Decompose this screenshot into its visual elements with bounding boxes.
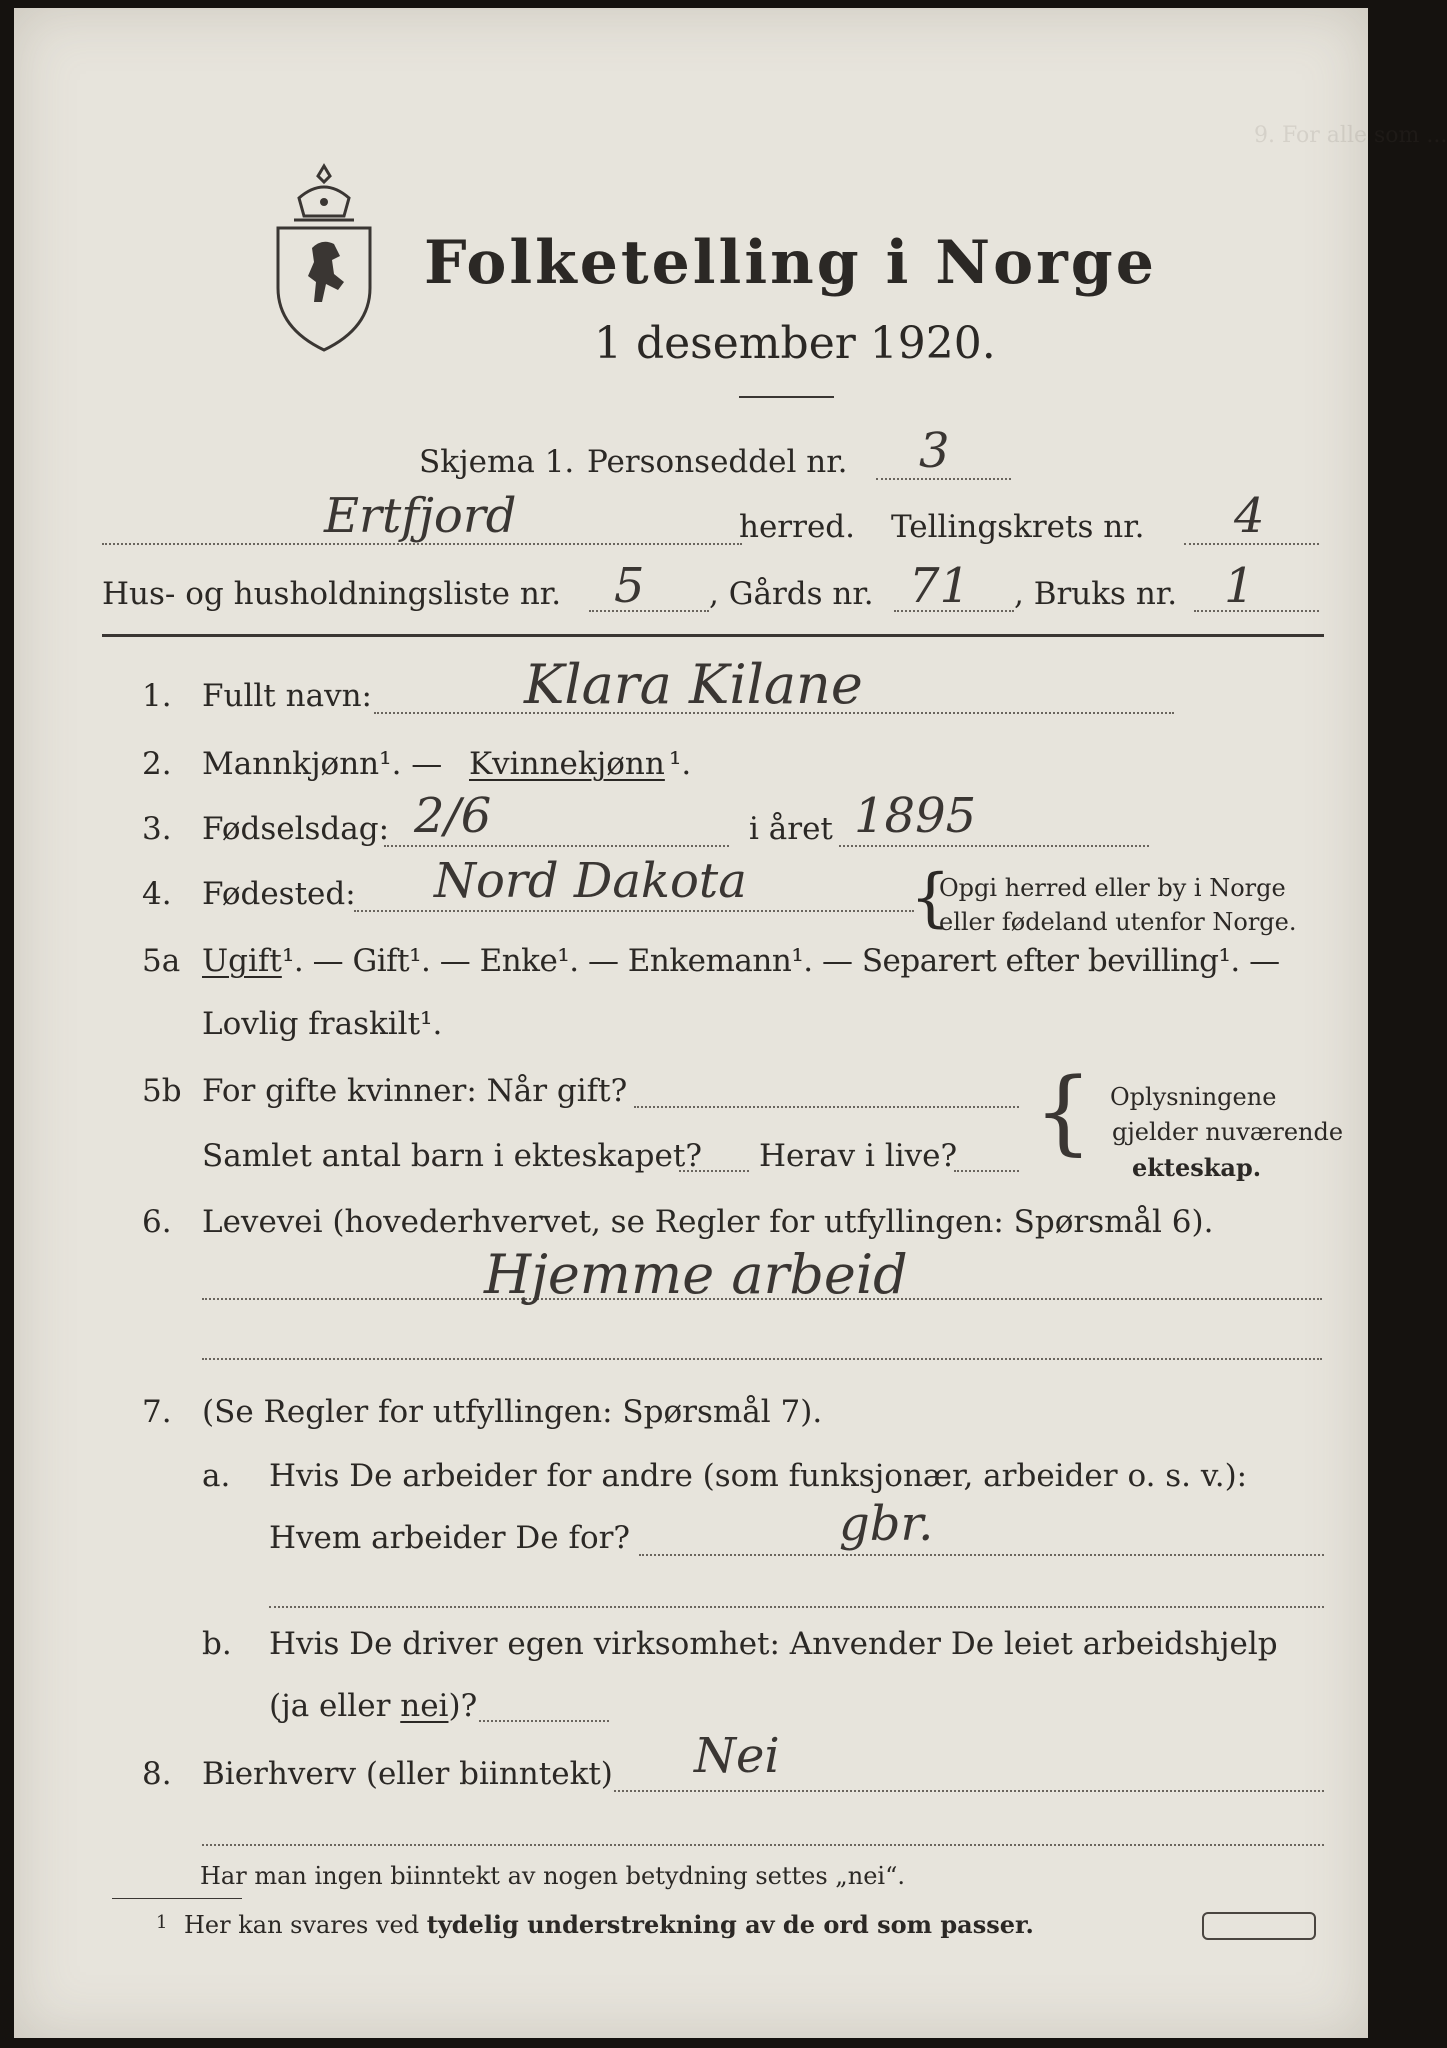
q5b-note-line3: ekteskap. (1132, 1153, 1262, 1182)
footnote-bold: tydelig understrekning av de ord som passer. (426, 1910, 1034, 1939)
footnote-rule (112, 1898, 242, 1899)
herred-label: herred. (739, 509, 855, 545)
header-section-rule (102, 634, 1324, 637)
census-date: 1 desember 1920. (594, 318, 996, 369)
q4-birthplace: Nord Dakota (434, 853, 747, 909)
herred-name: Ertfjord (324, 488, 517, 544)
q7a-letter: a. (202, 1458, 231, 1494)
footnote-number: 1 (156, 1912, 168, 1933)
q1-full-name: Klara Kilane (524, 653, 863, 716)
q8-field-line-2 (202, 1844, 1324, 1846)
q7-label: (Se Regler for utfyllingen: Spørsmål 7). (202, 1394, 823, 1430)
q5b-note-line1: Oplysningene (1110, 1083, 1277, 1111)
q5b-children-field-line (679, 1170, 749, 1172)
q5b-line2: Samlet antal barn i ekteskapet? (202, 1138, 702, 1174)
hus-label: Hus- og husholdningsliste nr. (102, 576, 562, 612)
q7b-suffix: )? (448, 1688, 478, 1724)
q8-label: Bierhverv (eller biinntekt) (202, 1756, 613, 1792)
q8-field-line-1 (614, 1790, 1324, 1792)
q6-field-line-2 (202, 1358, 1322, 1360)
q4-note-brace: { (910, 861, 951, 935)
footer-note: Har man ingen biinntekt av nogen betydning settes „nei“. (200, 1862, 905, 1890)
q7-number: 7. (142, 1394, 172, 1430)
q7b-field-line (479, 1720, 609, 1722)
bruks-label: , Bruks nr. (1014, 576, 1178, 612)
q6-occupation: Hjemme arbeid (484, 1243, 908, 1306)
q7b-prefix: (ja eller (269, 1688, 401, 1724)
q7a-line2: Hvem arbeider De for? (269, 1520, 631, 1556)
q3-year-label: i året (749, 811, 833, 847)
q3-number: 3. (142, 811, 172, 847)
q5a-ugift-selected: Ugift (202, 943, 282, 979)
q4-field-line (354, 910, 914, 912)
census-form-page (14, 8, 1447, 2038)
q5a-number: 5a (142, 943, 181, 979)
q2-male-option: Mannkjønn¹. — (202, 746, 443, 782)
q7a-employer: gbr. (839, 1496, 934, 1552)
bruks-field-line (1194, 610, 1319, 612)
q7b-nei-selected: nei (400, 1688, 449, 1724)
q5b-number: 5b (142, 1073, 182, 1109)
q7b-line1: Hvis De driver egen virksomhet: Anvender De leiet arbeidshjelp (269, 1626, 1278, 1662)
q2-female-suffix: ¹. (669, 746, 692, 782)
tellingskrets-label: Tellingskrets nr. (891, 509, 1145, 545)
tellingskrets-number: 4 (1234, 488, 1265, 544)
q4-label: Fødested: (202, 876, 356, 912)
q4-note-line2: eller fødeland utenfor Norge. (939, 908, 1297, 936)
q5b-alive-field-line (954, 1170, 1019, 1172)
q3-label: Fødselsdag: (202, 811, 390, 847)
q3-year-field-line (839, 845, 1149, 847)
q1-label: Fullt navn: (202, 678, 372, 714)
personseddel-number: 3 (919, 423, 950, 479)
hus-number: 5 (614, 558, 645, 614)
q5a-options: ¹. — Gift¹. — Enke¹. — Enkemann¹. — Separert efter bevilling¹. — (282, 943, 1280, 979)
q6-label: Levevei (hovederhvervet, se Regler for utfyllingen: Spørsmål 6). (202, 1204, 1214, 1240)
footnote-text (184, 1910, 1034, 1939)
q5a-line2: Lovlig fraskilt¹. (202, 1006, 443, 1042)
printer-stamp (1202, 1912, 1316, 1940)
q4-note-line1: Opgi herred eller by i Norge (939, 874, 1286, 902)
footnote-prefix: Her kan svares ved (184, 1911, 427, 1939)
q3-birth-year: 1895 (854, 788, 977, 844)
q2-number: 2. (142, 746, 172, 782)
q5b-note-line2: gjelder nuværende (1112, 1118, 1344, 1146)
q5b-herav-label: Herav i live? (759, 1138, 958, 1174)
title-divider (739, 396, 834, 398)
norwegian-coat-of-arms-icon (264, 158, 384, 358)
gards-label: , Gårds nr. (709, 576, 874, 612)
q7b-line2 (269, 1688, 477, 1724)
q7a-line1: Hvis De arbeider for andre (som funksjonær, arbeider o. s. v.): (269, 1458, 1248, 1494)
q4-number: 4. (142, 876, 172, 912)
q3-birth-date: 2/6 (414, 788, 492, 844)
bruks-number: 1 (1224, 558, 1255, 614)
q2-female-option-selected: Kvinnekjønn (469, 746, 665, 782)
q7b-letter: b. (202, 1626, 232, 1662)
form-title: Folketelling i Norge (424, 228, 1157, 298)
gards-number: 71 (909, 558, 971, 614)
q7a-field-line-1 (639, 1554, 1324, 1556)
q8-side-income: Nei (694, 1728, 780, 1784)
q8-number: 8. (142, 1756, 172, 1792)
q5b-line1: For gifte kvinner: Når gift? (202, 1073, 628, 1109)
bleed-through-text: 9. For alle som ... (1254, 123, 1447, 148)
q3-date-field-line (384, 845, 729, 847)
q5b-note-brace: { (1034, 1058, 1093, 1165)
skjema-label: Skjema 1. (419, 444, 575, 480)
q1-number: 1. (142, 678, 172, 714)
q6-number: 6. (142, 1204, 172, 1240)
hus-field-line (589, 610, 709, 612)
q5b-when-field-line (634, 1106, 1019, 1108)
q7a-field-line-2 (269, 1606, 1324, 1608)
personseddel-label: Personseddel nr. (587, 444, 848, 480)
